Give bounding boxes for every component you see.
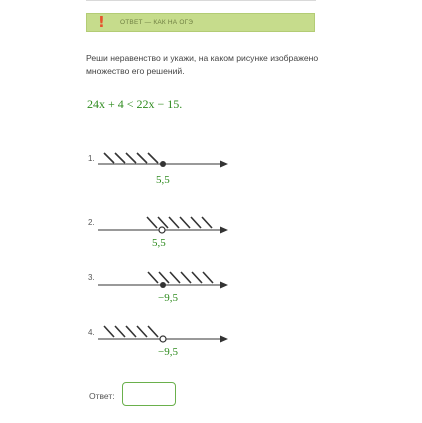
option-3-number: 3.: [88, 273, 95, 282]
option-2-value: 5,5: [152, 237, 166, 249]
exclamation-icon: !: [98, 13, 105, 31]
option-1-value: 5,5: [156, 174, 170, 186]
option-4-number: 4.: [88, 328, 95, 337]
task-text: Реши неравенство и укажи, на каком рисунке изображено множество его решений.: [86, 53, 319, 76]
option-2-number: 2.: [88, 218, 95, 227]
answer-input[interactable]: [122, 382, 176, 406]
option-1-number: 1.: [88, 154, 95, 163]
option-3-value: −9,5: [158, 292, 178, 304]
option-4-point: [160, 336, 166, 342]
answer-label: Ответ:: [89, 391, 115, 401]
banner-label: ОТВЕТ — КАК НА ОГЭ: [120, 19, 194, 26]
inequality: 24x + 4 < 22x − 15.: [87, 97, 183, 111]
option-4-value: −9,5: [158, 346, 178, 358]
